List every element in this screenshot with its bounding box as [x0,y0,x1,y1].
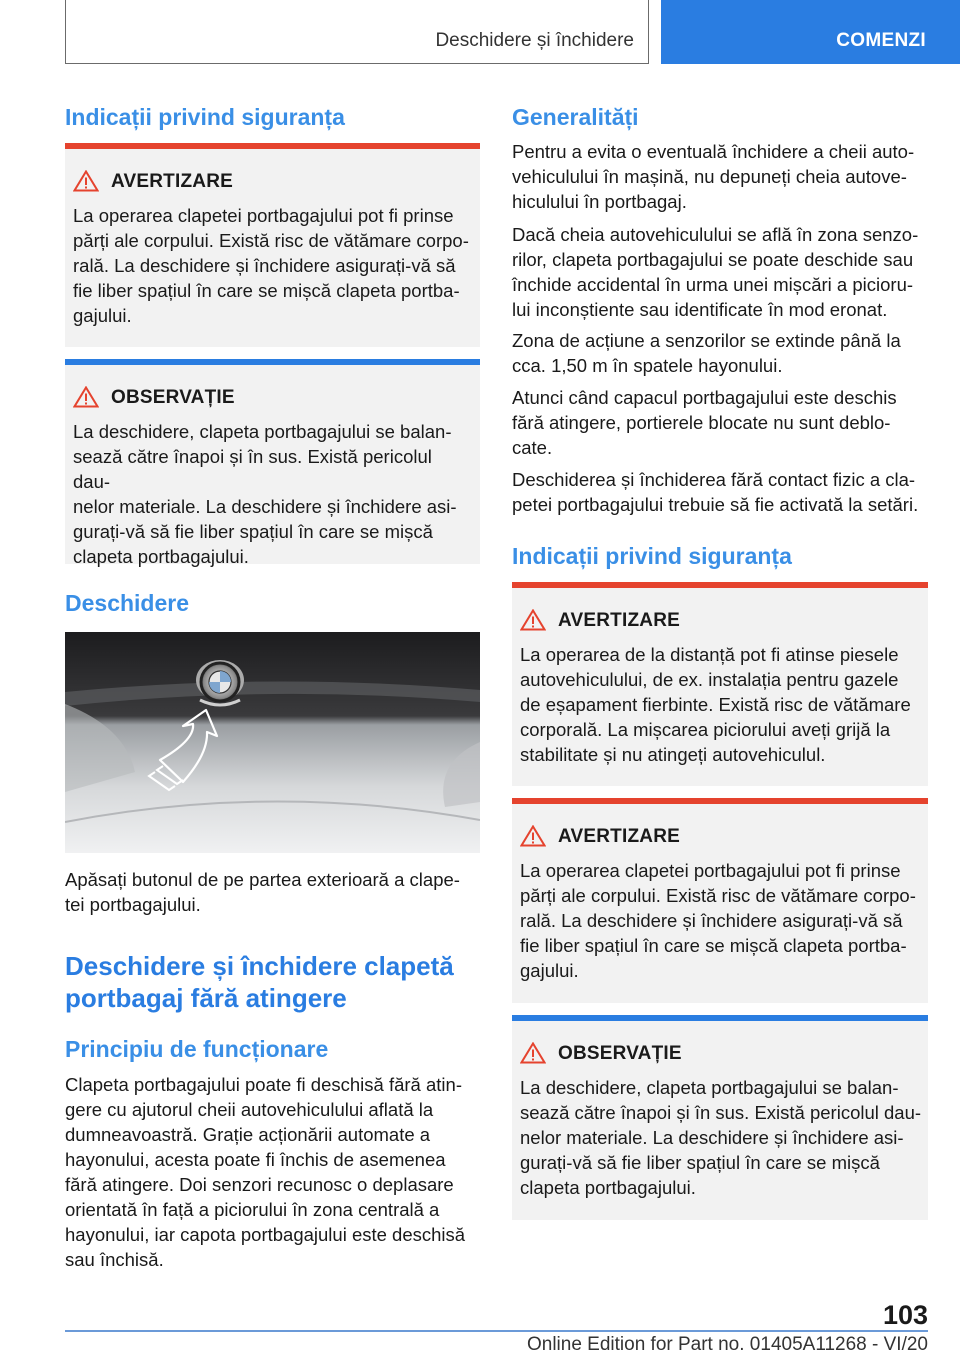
general-paragraph-4: Atunci când capacul portbagajului este deschis fără atingere, portierele blocate nu sunt deblo- cate. [512,387,897,458]
warning-box-2 [512,582,928,786]
trunk-button-photo [65,632,480,853]
warning-triangle-icon [73,386,99,408]
notice-text: La deschidere, clapeta portbagajului se balan- sează către înapoi și în sus. Există pericolul dau- nelor materiale. La deschidere și închidere asi- gurați-vă să fie liber spațiul în care se mișcă clapeta portbagajului. [73,421,457,567]
notice-box-2 [512,1015,928,1220]
notice-bar [512,1015,928,1021]
warning-title: AVERTIZARE [111,171,233,192]
header-section-tab [661,0,960,64]
right-safety-heading: Indicații privind siguranța [512,543,792,569]
header-chapter-title: Deschidere și închidere [435,30,634,51]
general-paragraph-1: Pentru a evita o eventuală închidere a cheii auto- vehiculului în mașină, nu depuneți cheia autove- hiculului în portbagaj. [512,141,915,212]
warning-triangle-icon [520,825,546,847]
footer-edition-text: Online Edition for Part no. 01405A11268 - VI/20 [526,1334,928,1355]
header-section-title: COMENZI [836,30,926,51]
notice-text: La deschidere, clapeta portbagajului se balan- sează către înapoi și în sus. Există pericolul dau- nelor materiale. La deschidere și închidere asi- gurați-vă să fie liber spațiul în care se mișcă clapeta portbagajului. [520,1077,922,1198]
notice-bar [65,359,480,365]
warning-triangle-icon [520,609,546,631]
footer-divider [65,1330,928,1332]
left-safety-heading: Indicații privind siguranța [65,104,345,130]
warning-box-1 [65,143,480,347]
header-chapter-tab [65,0,649,64]
warning-bar [512,582,928,588]
principle-heading: Principiu de funcționare [65,1036,329,1062]
principle-text: Clapeta portbagajului poate fi deschisă fără atin- gere cu ajutorul cheii autovehiculului aflată la dumneavoastră. Grație acționării automate a hayonului, acesta poate fi închis de asemenea fără atingere. Doi senzori recunosc o deplasare orientată în față a piciorului în zona centrală a hayonului, iar capota portbagajului este deschisă sau închisă. [65,1074,466,1270]
warning-box-3 [512,798,928,1003]
warning-title: AVERTIZARE [558,610,680,631]
warning-title: AVERTIZARE [558,826,680,847]
notice-title: OBSERVAȚIE [558,1043,682,1064]
warning-triangle-icon [73,170,99,192]
notice-box-1 [65,359,480,567]
open-instruction-text: Apăsați butonul de pe partea exterioară a clape- tei portbagajului. [65,869,460,915]
page-number: 103 [882,1300,928,1330]
warning-text: La operarea de la distanță pot fi atinse piesele autovehiculului, de ex. instalația pentru gazele de eșapament fierbinte. Există risc de vătămare corporală. La mișcarea piciorului aveți grijă la stabilitate și nu atingeți autovehiculul. [520,644,911,765]
trunk-lid-illustration [65,632,480,853]
notice-title: OBSERVAȚIE [111,387,235,408]
warning-triangle-icon [520,1042,546,1064]
general-paragraph-2: Dacă cheia autovehiculului se află în zona senzo- rilor, clapeta portbagajului se poate deschide sau închide accidental în urma unei mișcări a picioru- lui inconștiente sau identificate în mod eronat. [512,224,919,320]
touchless-heading: Deschidere și închidere clapetă portbagaj fără atingere [65,951,454,1013]
warning-text: La operarea clapetei portbagajului pot fi prinse părți ale corpului. Există risc de vătămare corpo- rală. La deschidere și închidere asigurați-vă să fie liber spațiul în care se mișcă clapeta portba- gajului. [520,860,916,981]
warning-bar [512,798,928,804]
warning-text: La operarea clapetei portbagajului pot fi prinse părți ale corpului. Există risc de vătămare corpo- rală. La deschidere și închidere asigurați-vă să fie liber spațiul în care se mișcă clapeta portba- gajului. [73,205,469,326]
general-paragraph-5: Deschiderea și închiderea fără contact fizic a cla- petei portbagajului trebuie să fie activată la setări. [512,469,919,515]
warning-bar [65,143,480,149]
general-paragraph-3: Zona de acțiune a senzorilor se extinde până la cca. 1,50 m în spatele hayonului. [512,330,901,376]
open-heading: Deschidere [65,590,190,616]
general-heading: Generalități [512,104,639,130]
